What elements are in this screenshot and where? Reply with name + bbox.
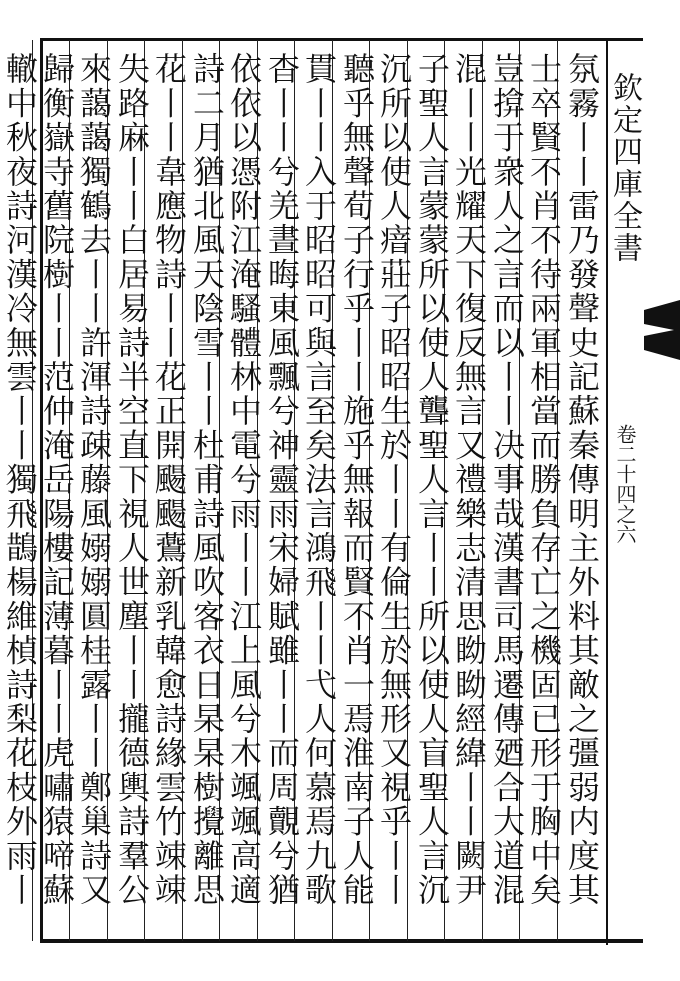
text-column-9: 杳丨丨兮羌晝晦東風飄兮神靈雨宋婦賦雖丨丨而周覿兮猶 xyxy=(263,52,301,907)
text-column-13: 失路麻丨丨白居易詩半空直下視人世塵丨丨攏德輿詩羣公 xyxy=(113,52,151,907)
text-column-3: 豈揜于衆人之言而以丨丨决事哉漢書司馬遷傳廼合大道混 xyxy=(488,52,526,907)
book-title: 欽定四庫全書 xyxy=(607,72,642,264)
text-column-15: 歸衡嶽寺舊院樹丨丨范仲淹岳陽樓記薄暮丨丨虎嘯猿啼蘇 xyxy=(38,52,76,907)
text-column-4: 混丨丨光耀天下復反無言又禮樂志清思眑眑經緯丨丨闕尹 xyxy=(450,52,488,907)
text-column-8: 貫丨丨入于昭昭可與言至矣法言鴻飛丨丨弋人何慕焉九歌 xyxy=(300,52,338,907)
text-column-11: 詩二月猶北風天陰雪丨丨杜甫詩風吹客衣日杲杲樹攪離思 xyxy=(188,52,226,907)
text-column-7: 聽乎無聲荀子行乎丨丨施乎無報而賢不肖一焉淮南子人能 xyxy=(338,52,376,907)
text-column-14: 來藹藹獨鶴去丨丨許渾詩疎藤風嫋嫋圓桂露丨丨鄭巢詩又 xyxy=(75,52,113,907)
text-column-1: 氛霧丨丨雷乃發聲史記蘇秦傳明主外料其敵之彊弱内度其 xyxy=(563,52,601,907)
text-column-12: 花丨丨韋應物詩丨丨花正開颺颺鷰新乳韓愈詩緣雲竹竦竦 xyxy=(150,52,188,907)
fishtail-mark xyxy=(644,300,680,360)
text-column-10: 依依以憑附江淹騷體林中電兮雨丨丨江上風兮木颯颯高適 xyxy=(225,52,263,907)
text-column-5: 子聖人言蒙蒙所以使人聾聖人言丨丨所以使人盲聖人言沉 xyxy=(413,52,451,907)
volume-label: 卷二十四之六 xyxy=(613,424,637,544)
text-column-2: 士卒賢不肖不待兩軍相當而勝負存亡之機固已形于胸中矣 xyxy=(525,52,563,907)
text-column-6: 沉所以使人瘖莊子昭昭生於丨丨有倫生於無形又視乎丨丨 xyxy=(375,52,413,907)
text-column-16: 轍中秋夜詩河漢冷無雲丨丨獨飛鵲楊維楨詩梨花枝外雨丨 xyxy=(1,52,39,907)
